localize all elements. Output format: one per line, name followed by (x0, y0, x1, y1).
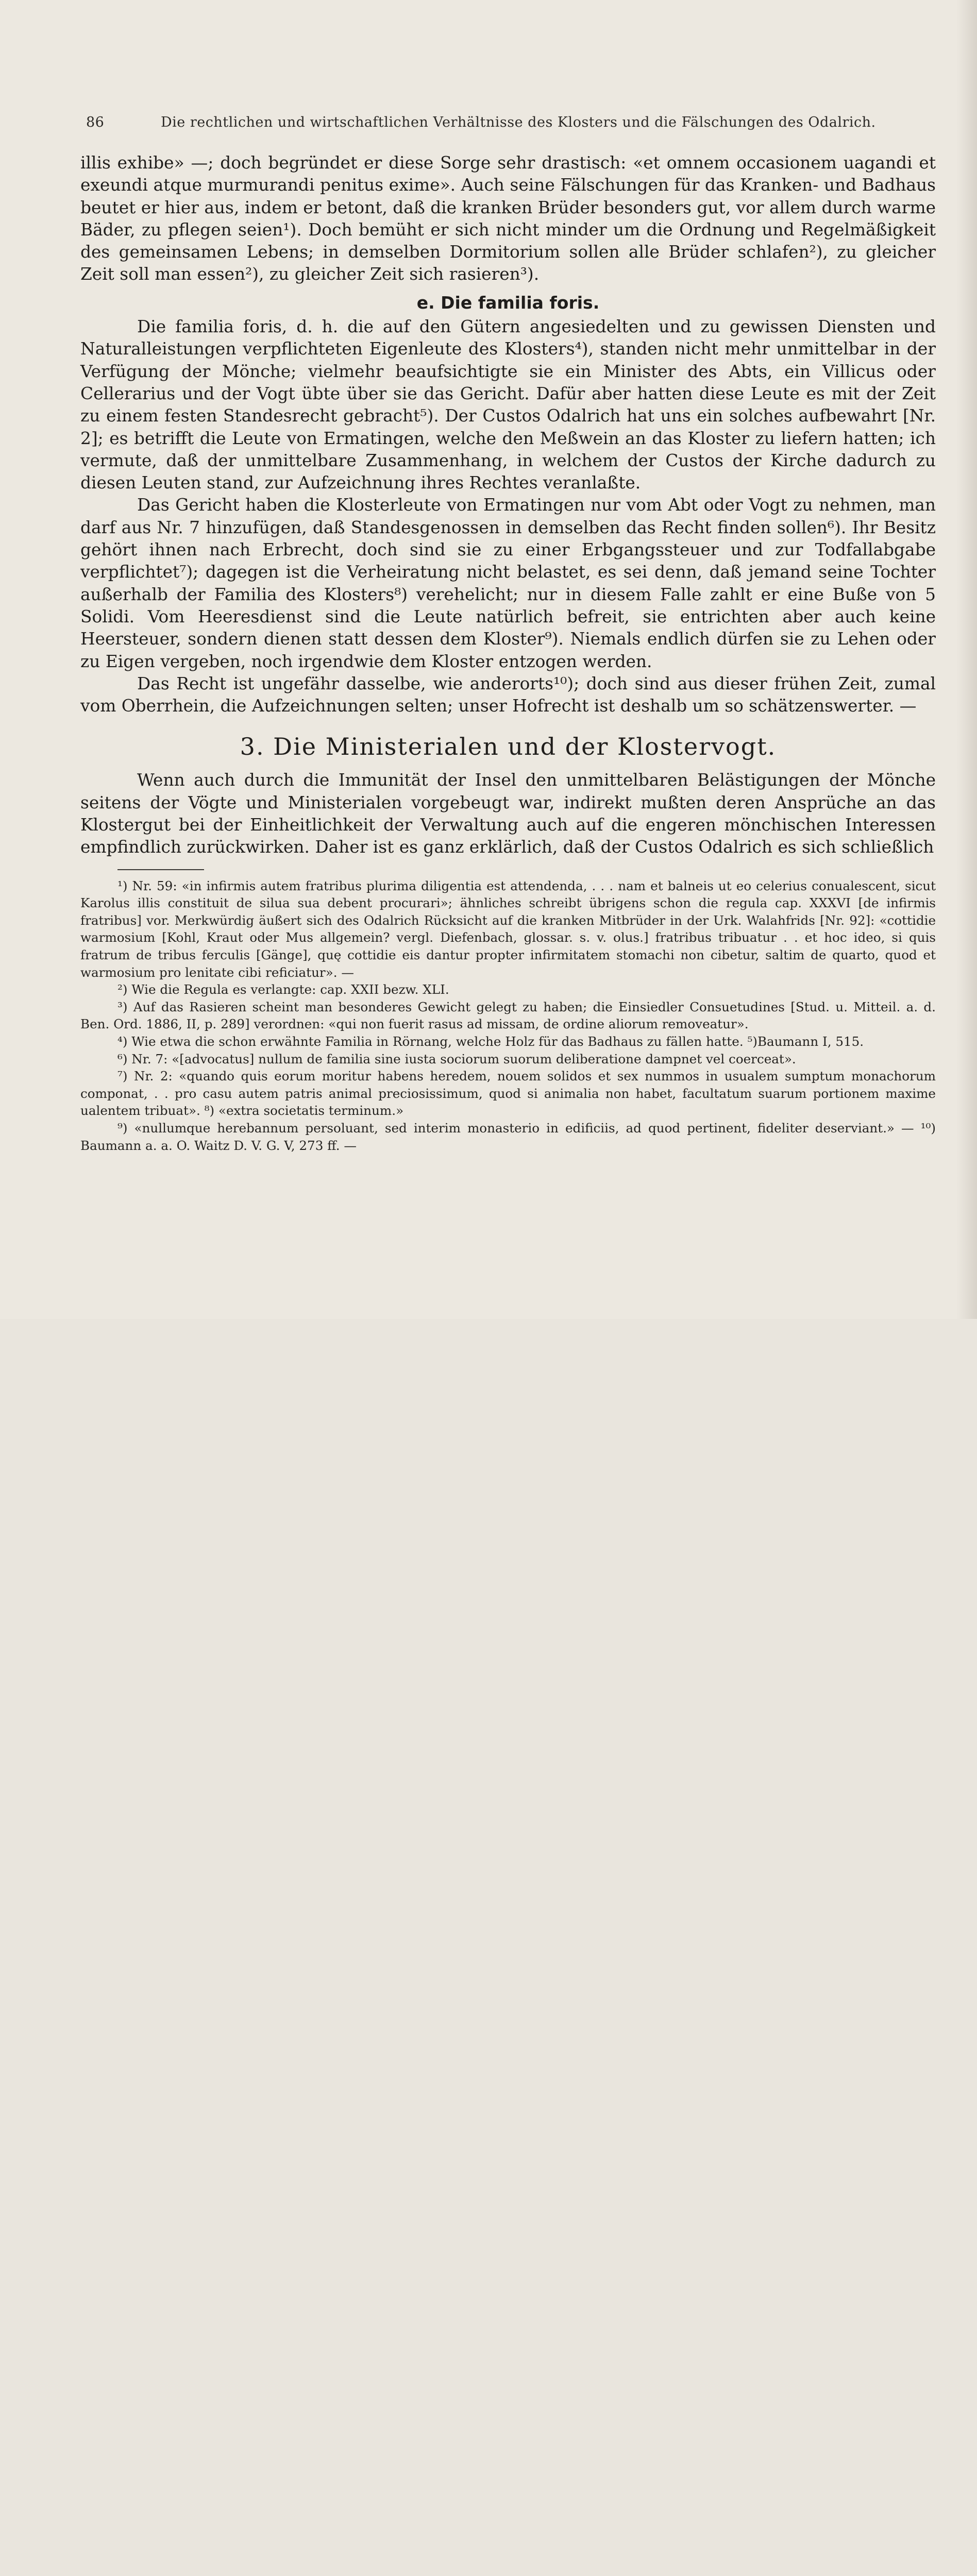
footnote-2: ²) Wie die Regula es verlangte: cap. XXII bezw. XLI. (117, 982, 449, 997)
footnote-3: ³) Auf das Rasieren scheint man besonderes Gewicht gelegt zu haben; die Einsiedler Consuetudines [Stud. u. Mitteil. a. d. Ben. Ord. 1886, II, p. 289] verordnen: «qui non fuerit rasus ad missam, de ordine aliorum removeatur». (80, 999, 936, 1032)
page-number: 86 (86, 114, 105, 130)
footnote-7-8: ⁷) Nr. 2: «quando quis eorum moritur habens heredem, nouem solidos et sex nummos in usualem sumptum monachorum componat, . . pro casu autem patris animal preciosissimum, quod si animalia non habet, facultatum suarum portionem maxime ualentem tribuat». ⁸) «extra societatis terminum.» (80, 1069, 936, 1118)
viewer-footer (0, 1319, 977, 1461)
paragraph-3: Das Gericht haben die Klosterleute von Ermatingen nur vom Abt oder Vogt zu nehmen, man darf aus Nr. 7 hinzufügen, daß Standesgenossen in demselben das Recht finden sollen⁶). Ihr Besitz gehört ihnen nach Erbrecht, doch sind sie zu einer Erbgangssteuer und zur Todfallabgabe verpflichtet⁷); dagegen ist die Verheiratung nicht belastet, es sei denn, daß jemand seine Tochter außerhalb der Familia des Klosters⁸) verehelicht; nur in diesem Falle zahlt er eine Buße von 5 Solidi. Vom Heeresdienst sind die Leute natürlich befreit, sie entrichten aber auch keine Heersteuer, sondern dienen statt dessen dem Kloster⁹). Niemals endlich dürfen sie zu Lehen oder zu Eigen vergeben, noch irgendwie dem Kloster entzogen werden. (80, 495, 936, 671)
footnote-9-10: ⁹) «nullumque herebannum persoluant, sed interim monasterio in edificiis, ad quod pertinent, fideliter deserviant.» — ¹⁰) Baumann a. a. O. Waitz D. V. G. V, 273 ff. — (80, 1120, 936, 1153)
footnote-1: ¹) Nr. 59: «in infirmis autem fratribus plurima diligentia est attendenda, . . . nam et balneis ut eo celerius conualescent, sicut Karolus illis constituit de silua sua debent procurari»; ähnliches schreibt übrigens schon die regula cap. XXXVI [de infirmis fratribus] vor. Merkwürdig äußert sich des Odalrich Rücksicht auf die kranken Mitbrüder in der Urk. Walahfrids [Nr. 92]: «cottidie warmosium [Kohl, Kraut oder Mus allgemein? vergl. Diefenbach, glossar. s. v. olus.] fratribus tribuatur . . et hoc ideo, si quis fratrum de tribus ferculis [Gänge], quę cottidie eis dantur propter infirmitatem stomachi non cibetur, saltim de quarto, quod et warmosium pro lenitate cibi reficiatur». — (80, 878, 936, 980)
main-text (80, 152, 936, 1154)
running-title: Die rechtlichen und wirtschaftlichen Verhältnisse des Klosters und die Fälschungen des Odalrich. (161, 114, 876, 130)
footnote-rule (117, 869, 204, 870)
footnote-4-5: ⁴) Wie etwa die schon erwähnte Familia in Rörnang, welche Holz für das Badhaus zu fällen hatte. ⁵)Baumann I, 515. (117, 1033, 864, 1049)
paragraph-4: Das Recht ist ungefähr dasselbe, wie anderorts¹⁰); doch sind aus dieser frühen Zeit, zumal vom Oberrhein, die Aufzeichnungen selten; unser Hofrecht ist deshalb um so schätzenswerter. — (80, 673, 936, 716)
paragraph-2: Die familia foris, d. h. die auf den Gütern angesiedelten und zu gewissen Diensten und Naturalleistungen verpflichteten Eigenleute des Klosters⁴), standen nicht mehr unmittelbar in der Verfügung der Mönche; vielmehr beaufsichtigte sie ein Minister des Abts, ein Villicus oder Cellerarius und der Vogt übte über sie das Gericht. Dafür aber hatten diese Leute es mit der Zeit zu einem festen Standesrecht gebracht⁵). Der Custos Odalrich hat uns ein solches aufbewahrt [Nr. 2]; es betrifft die Leute von Ermatingen, welche den Meßwein an das Kloster zu liefern hatten; ich vermute, daß der unmittelbare Zusammenhang, in welchem der Custos der Kirche dadurch zu diesen Leuten stand, zur Aufzeichnung ihres Rechtes veranlaßte. (80, 317, 936, 493)
footnote-6: ⁶) Nr. 7: «[advocatus] nullum de familia sine iusta sociorum suorum deliberatione dampnet vel coerceat». (117, 1051, 796, 1066)
running-head (86, 114, 890, 130)
paragraph-5: Wenn auch durch die Immunität der Insel den unmittelbaren Belästigungen der Mönche seitens der Vögte und Ministerialen vorgebeugt war, indirekt mußten deren Ansprüche an das Klostergut bei der Einheitlichkeit der Verwaltung auch auf die engeren mönchischen Interessen empfindlich zurückwirken. Daher ist es ganz erklärlich, daß der Custos Odalrich es sich schließlich (80, 770, 936, 857)
footnotes (80, 877, 936, 1155)
section-heading-3: 3. Die Ministerialen und der Klostervogt. (240, 733, 777, 761)
paragraph-1: illis exhibe» —; doch begründet er diese Sorge sehr drastisch: «et omnem occasionem uagandi et exeundi atque murmurandi penitus exime». Auch seine Fälschungen für das Kranken- und Badhaus beutet er hier aus, indem er betont, daß die kranken Brüder besonders gut, vor allem durch warme Bäder, zu pflegen seien¹). Doch bemüht er sich nicht minder um die Ordnung und Regelmäßigkeit des gemeinsamen Lebens; in demselben Dormitorium sollen alle Brüder schlafen²), zu gleicher Zeit soll man essen²), zu gleicher Zeit sich rasieren³). (80, 153, 936, 284)
section-heading-e: e. Die familia foris. (416, 292, 600, 313)
